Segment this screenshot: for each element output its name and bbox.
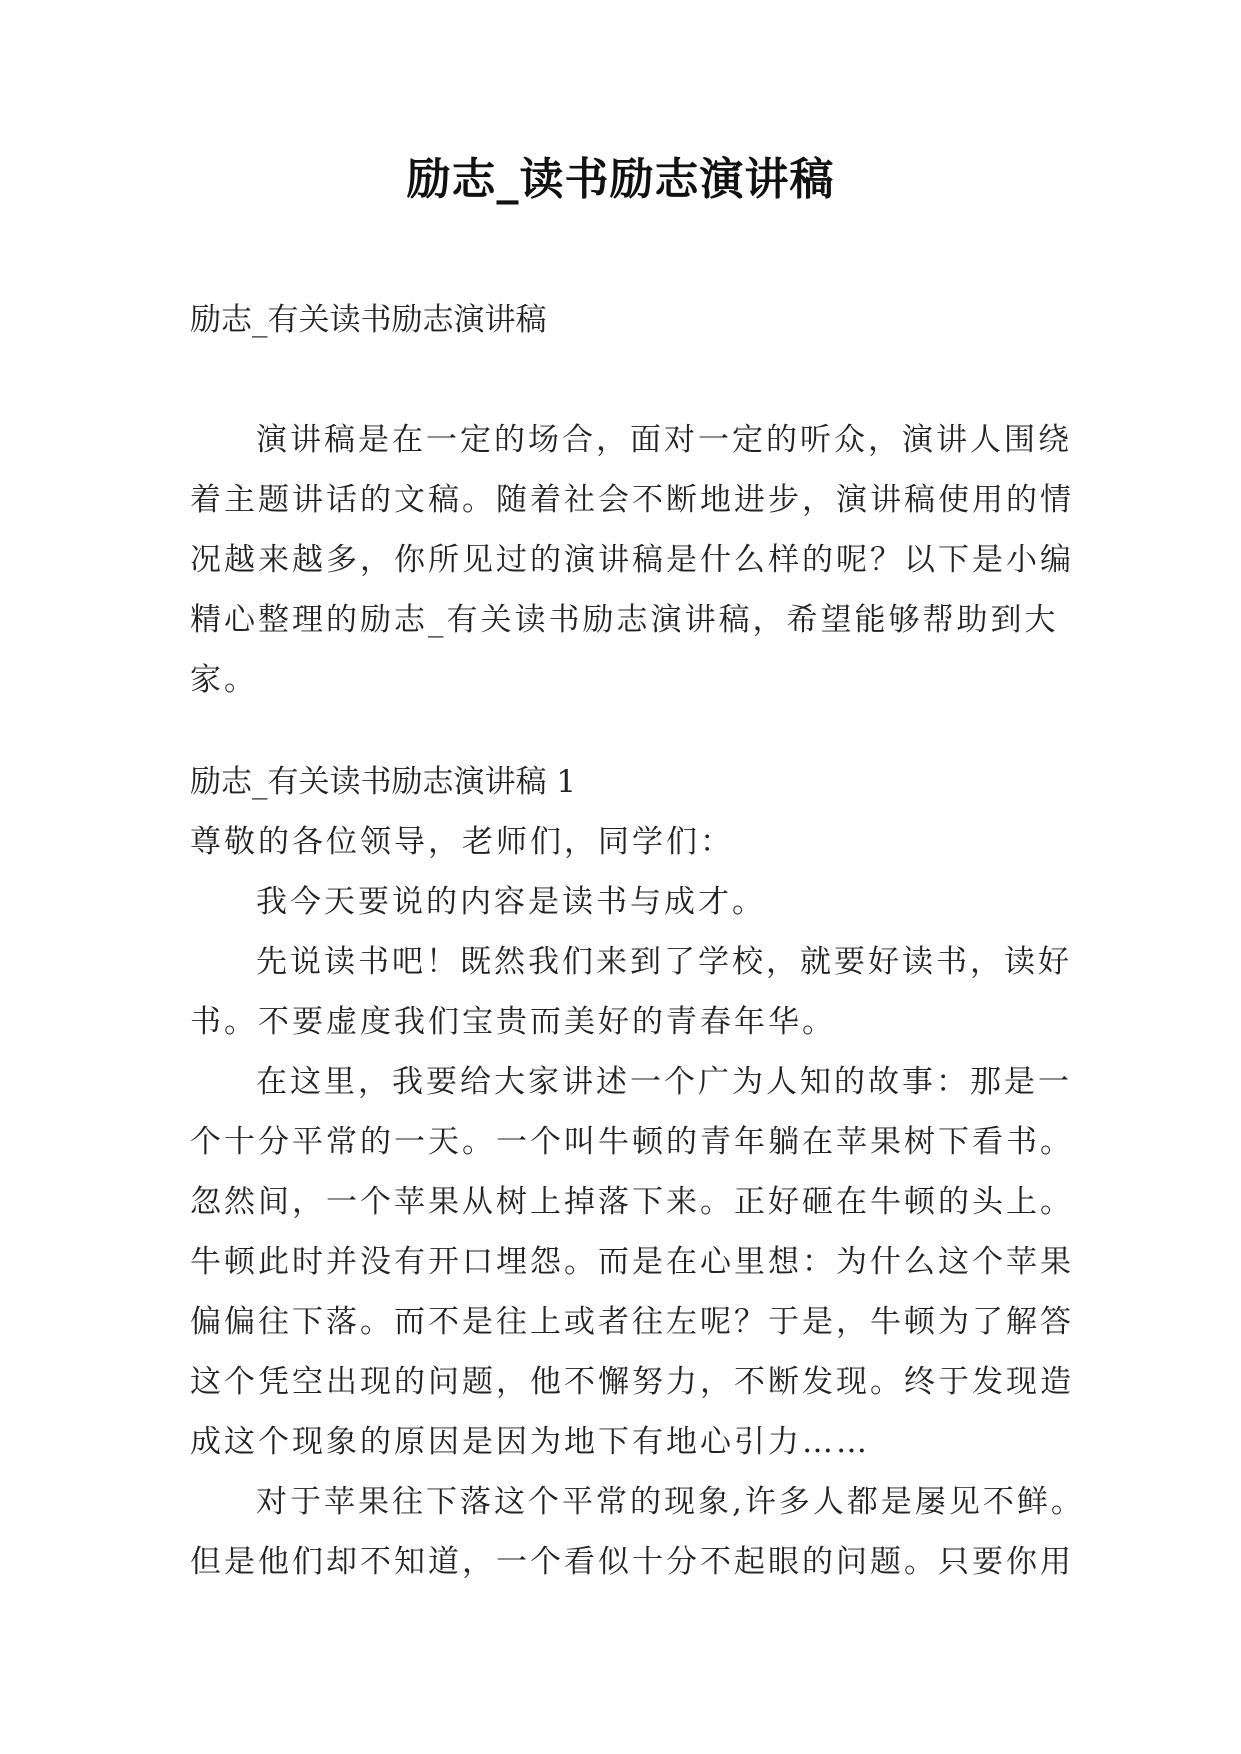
subtitle-text: 励志_有关读书励志演讲稿 xyxy=(190,302,547,338)
paragraph-3-line: 偏偏往下落。而不是往上或者往左呢？于是，牛顿为了解答 xyxy=(190,1304,1074,1340)
paragraph-2-line: 先说读书吧！既然我们来到了学校，就要好读书，读好 xyxy=(256,944,1072,980)
intro-paragraph xyxy=(190,410,1074,710)
intro-line: 家。 xyxy=(190,662,258,698)
document-subtitle xyxy=(190,290,1050,350)
paragraph-3-line: 忽然间，一个苹果从树上掉落下来。正好砸在牛顿的头上。 xyxy=(190,1184,1074,1220)
paragraph-3-line: 这个凭空出现的问题，他不懈努力，不断发现。终于发现造 xyxy=(190,1364,1074,1400)
paragraph-3-line: 个十分平常的一天。一个叫牛顿的青年躺在苹果树下看书。 xyxy=(190,1124,1074,1160)
section-heading-text: 励志_有关读书励志演讲稿 1 xyxy=(190,764,577,800)
paragraph-3-line: 成这个现象的原因是因为地下有地心引力…… xyxy=(190,1424,870,1460)
paragraph-3-line: 在这里，我要给大家讲述一个广为人知的故事：那是一 xyxy=(256,1064,1072,1100)
paragraph-4-line: 但是他们却不知道，一个看似十分不起眼的问题。只要你用 xyxy=(190,1544,1074,1580)
paragraph-1: 我今天要说的内容是读书与成才。 xyxy=(256,884,766,920)
paragraph-3-line: 牛顿此时并没有开口埋怨。而是在心里想：为什么这个苹果 xyxy=(190,1244,1074,1280)
paragraph-2-line: 书。不要虚度我们宝贵而美好的青春年华。 xyxy=(190,1004,836,1040)
intro-line: 精心整理的励志_有关读书励志演讲稿，希望能够帮助到大 xyxy=(190,602,1059,638)
intro-line: 着主题讲话的文稿。随着社会不断地进步，演讲稿使用的情 xyxy=(190,482,1074,518)
greeting: 尊敬的各位领导，老师们，同学们： xyxy=(190,824,734,860)
intro-line: 演讲稿是在一定的场合，面对一定的听众，演讲人围绕 xyxy=(256,422,1072,458)
section-heading xyxy=(190,752,1050,812)
document-title: 励志_读书励志演讲稿 xyxy=(406,154,835,205)
intro-line: 况越来越多，你所见过的演讲稿是什么样的呢？以下是小编 xyxy=(190,542,1074,578)
speech-body xyxy=(190,812,1085,1592)
paragraph-4-line: 对于苹果往下落这个平常的现象,许多人都是屡见不鲜。 xyxy=(256,1484,1085,1520)
